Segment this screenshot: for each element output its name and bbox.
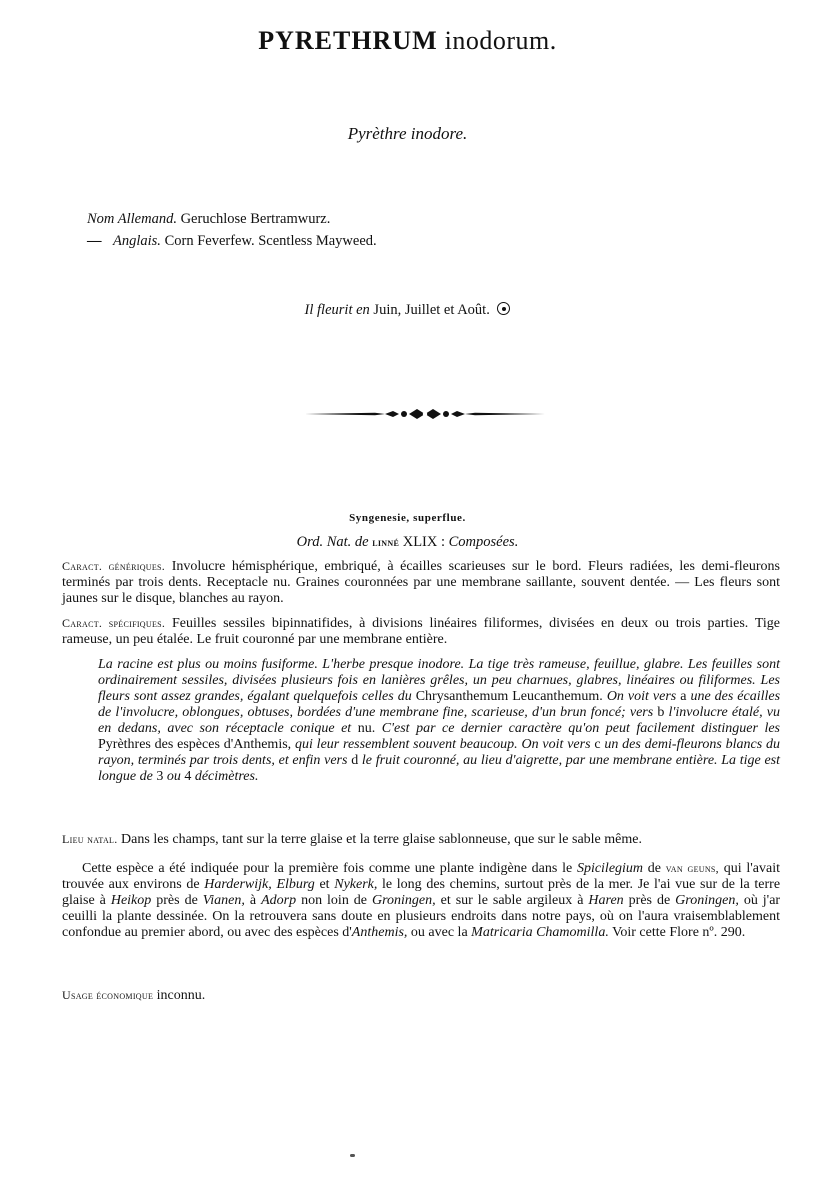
description-text: l'involucre étalé, vu en dedans, avec son réceptacle conique et (98, 705, 781, 736)
history-text: Voir cette Flore nº. 290. (612, 925, 746, 940)
history-text: le long des chemins, surtout près de la mer. Je l'ai vue sur de la terre glaise à (62, 877, 781, 908)
place-name: Vianen, (202, 893, 245, 908)
ornament-divider-icon (305, 404, 545, 424)
english-name-row (87, 230, 377, 252)
place-name: Groningen, (372, 893, 436, 908)
taxon-name: Anthemis, (351, 925, 408, 940)
history-italic: Spicilegium (576, 861, 644, 876)
generic-text: Involucre hémisphérique, embriqué, à écailles scarieuses sur le bord. Fleurs radiées, les demi-fleurons terminés par trois dents. Receptacle nu. Graines couronnées par une membrane saillante, souvent dentée. — Les fleurs sont jaunes sur le disque, blanches au rayon. (62, 559, 780, 606)
english-label: Anglais. (113, 233, 161, 249)
english-value: Corn Feverfew. Scentless Mayweed. (164, 233, 377, 249)
habitat (62, 831, 780, 848)
figure-letter: b (657, 705, 665, 720)
place-name: Haren (588, 893, 624, 908)
order-family: Composées. (448, 534, 519, 550)
annual-symbol-icon (497, 302, 510, 315)
place-name: Harderwijk, (204, 877, 272, 892)
economic-use (62, 987, 780, 1004)
german-value: Geruchlose Bertramwurz. (180, 211, 331, 227)
description-roman: Pyrèthres des espèces d'Anthemis, (98, 737, 292, 752)
specific-text: Feuilles sessiles bipinnatifides, à divisions linéaires filiformes, divisées en deux ou trois parties. Tige rameuse, un peu étalée. Le fruit couronné par une membrane entière. (62, 616, 780, 647)
history-text: non loin de (301, 893, 368, 908)
place-name: Groningen, (675, 893, 739, 908)
description-text: décimètres. (194, 769, 259, 784)
linnaean-class: Syngenesie, superflue. (349, 512, 466, 524)
author-name: van geuns, (665, 861, 719, 875)
place-name: Heikop (110, 893, 152, 908)
description-text: un des demi-fleurons blancs du rayon, terminés par trois dents, et enfin vers (98, 737, 781, 768)
page-title (0, 26, 815, 56)
generic-characters (62, 558, 780, 607)
habitat-text: Dans les champs, tant sur la terre glaise et la terre glaise sablonneuse, que sur le sable même. (121, 832, 642, 847)
description-text: qui leur ressemblent souvent beaucoup. On voit vers (294, 737, 591, 752)
order-author: linné (372, 535, 400, 549)
history-text: de (647, 861, 662, 876)
history-text: ou avec la (410, 925, 468, 940)
history-paragraph (62, 860, 780, 941)
place-name: Nykerk, (334, 877, 378, 892)
description-roman: Chrysanthemum Leucanthemum. (415, 689, 603, 704)
history-text: et (319, 877, 330, 892)
figure-letter: d (351, 753, 359, 768)
specific-label: Caract. spécifiques. (62, 616, 166, 630)
usage-label: Usage économique (62, 988, 154, 1002)
taxon-name: Matricaria Chamomilla. (471, 925, 609, 940)
specific-characters (62, 615, 780, 648)
description-roman: nu. (357, 721, 376, 736)
description-text: La racine est plus ou moins fusiforme. L'herbe presque inodore. La tige très rameuse, feuillue, glabre. Les feuilles sont ordinairement sessiles, divisées plusieurs fois en lanières grêles, un peu charnues, glabres, linéaires ou filiformes. Les fleurs sont assez grandes, égalant quelquefois celles du (98, 657, 780, 704)
french-name: Pyrèthre inodore. (347, 124, 468, 143)
page-mark (350, 1154, 355, 1157)
description-number: 3 (156, 769, 164, 784)
habitat-label: Lieu natal. (62, 832, 118, 846)
history-text: et sur le sable argileux à (440, 893, 584, 908)
description-text: le fruit couronné, au lieu d'aigrette, par une membrane entière. La tige est longue de (98, 753, 781, 784)
history-text: près de (628, 893, 671, 908)
description-number: 4 (184, 769, 192, 784)
title-genus: PYRETHRUM (258, 26, 438, 55)
title-species: inodorum. (444, 26, 557, 55)
figure-letter: a (680, 689, 687, 704)
natural-order (0, 534, 815, 551)
description-text: C'est par ce dernier caractère qu'on peut facilement distinguer les (381, 721, 781, 736)
german-label: Nom Allemand. (87, 211, 177, 227)
german-name-row (87, 208, 377, 230)
flowering-months: Juin, Juillet et Août. (373, 302, 490, 318)
place-name: Adorp (261, 893, 297, 908)
description-text: On voit vers (606, 689, 677, 704)
history-text: près de (156, 893, 198, 908)
description-text: une des écailles de l'involucre, oblongues, obtuses, bordées d'une membrane fine, scarieuse, d'un brun foncé; vers (98, 689, 781, 720)
description-text: ou (166, 769, 181, 784)
ditto-dash: — (87, 233, 102, 249)
history-text: qui l'avait trouvée aux environs de (62, 861, 780, 892)
history-text: Cette espèce a été indiquée pour la première fois comme une plante indigène dans le (82, 861, 573, 876)
plant-description (98, 657, 780, 785)
generic-label: Caract. génériques. (62, 559, 166, 573)
flowering-period (0, 302, 815, 319)
history-text: où j'ar ceuilli la plante dessinée. On la retrouvera sans doute en plusieurs endroits dans notre pays, où on l'aura vraisemblablement confondue au premier abord, ou avec des espèces d' (62, 893, 781, 940)
vernacular-names (87, 208, 377, 252)
history-text: à (249, 893, 257, 908)
usage-text: inconnu. (156, 988, 206, 1003)
order-number: XLIX : (402, 534, 446, 550)
place-name: Elburg (276, 877, 315, 892)
figure-letter: c (594, 737, 601, 752)
flowering-prefix: Il fleurit en (304, 302, 370, 318)
order-prefix: Ord. Nat. de (296, 534, 369, 550)
